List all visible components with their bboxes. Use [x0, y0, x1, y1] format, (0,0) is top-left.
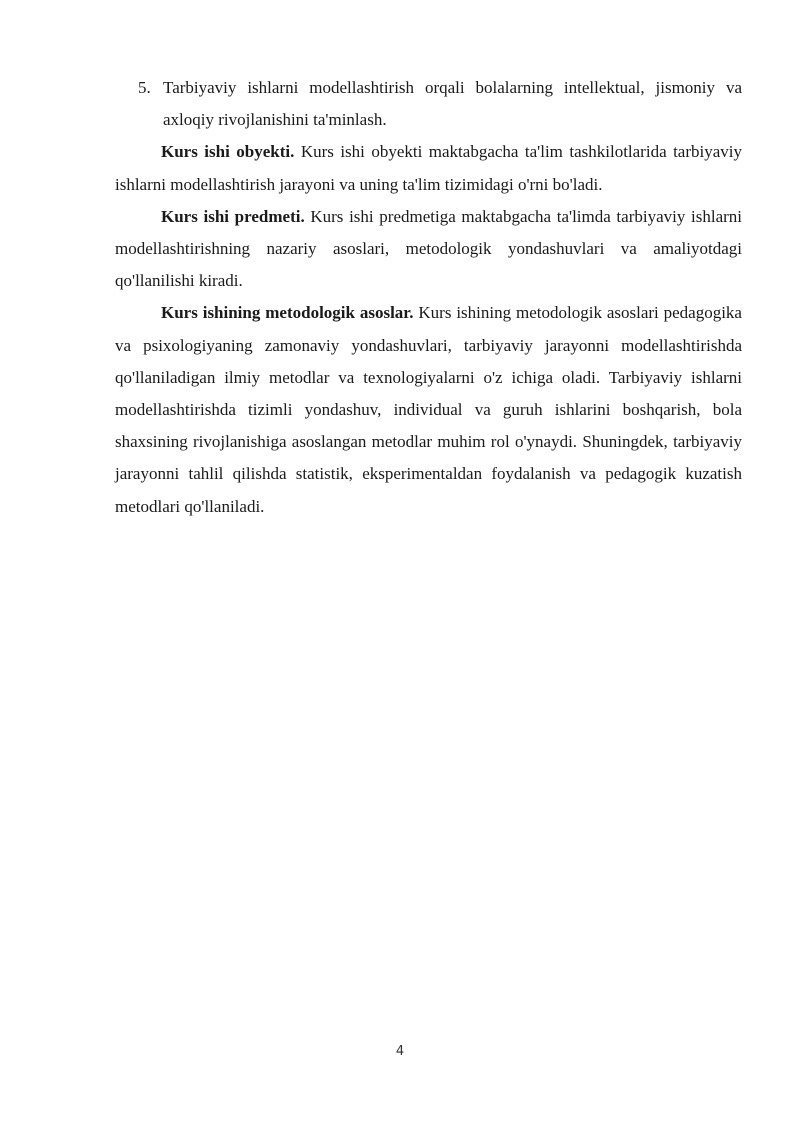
numbered-list-item — [115, 72, 742, 136]
page-number: 4 — [395, 1044, 405, 1059]
paragraph-text: Kurs ishining metodologik asoslari pedagogika va psixologiyaning zamonaviy yondashuvlari, tarbiyaviy jarayonni modellashtirishda qo'llaniladigan ilmiy metodlar va texnologiyalarni o'z ichiga oladi. Tarbiyaviy ishlarni modellashtirishda tizimli yondashuv, individual va guruh ishlarini boshqarish, bola shaxsining rivojlanishiga asoslangan metodlar muhim rol o'ynaydi. Shuningdek, tarbiyaviy jarayonni tahlil qilishda statistik, eksperimentaldan foydalanish va pedagogik kuzatish metodlari qo'llaniladi. — [115, 303, 742, 516]
paragraph-methodology — [115, 297, 742, 522]
list-item-text: Tarbiyaviy ishlarni modellashtirish orqali bolalarning intellektual, jismoniy va axloqiy rivojlanishini ta'minlash. — [163, 78, 742, 130]
paragraph-object — [115, 136, 742, 200]
paragraph-subject — [115, 201, 742, 298]
paragraph-text: Kurs ishi obyekti maktabgacha ta'lim tashkilotlarida tarbiyaviy ishlarni modellashtirish jarayoni va uning ta'lim tizimidagi o'rni bo'ladi. — [115, 142, 742, 194]
page-body — [115, 72, 742, 523]
paragraph-heading: Kurs ishining metodologik asoslar. — [161, 303, 414, 323]
paragraph-heading: Kurs ishi predmeti. — [161, 206, 305, 226]
paragraph-heading: Kurs ishi obyekti. — [161, 142, 295, 162]
paragraph-text: Kurs ishi predmetiga maktabgacha ta'limda tarbiyaviy ishlarni modellashtirishning nazariy asoslari, metodologik yondashuvlari va amaliyotdagi qo'llanilishi kiradi. — [115, 206, 743, 291]
list-item-number: 5. — [138, 78, 151, 97]
